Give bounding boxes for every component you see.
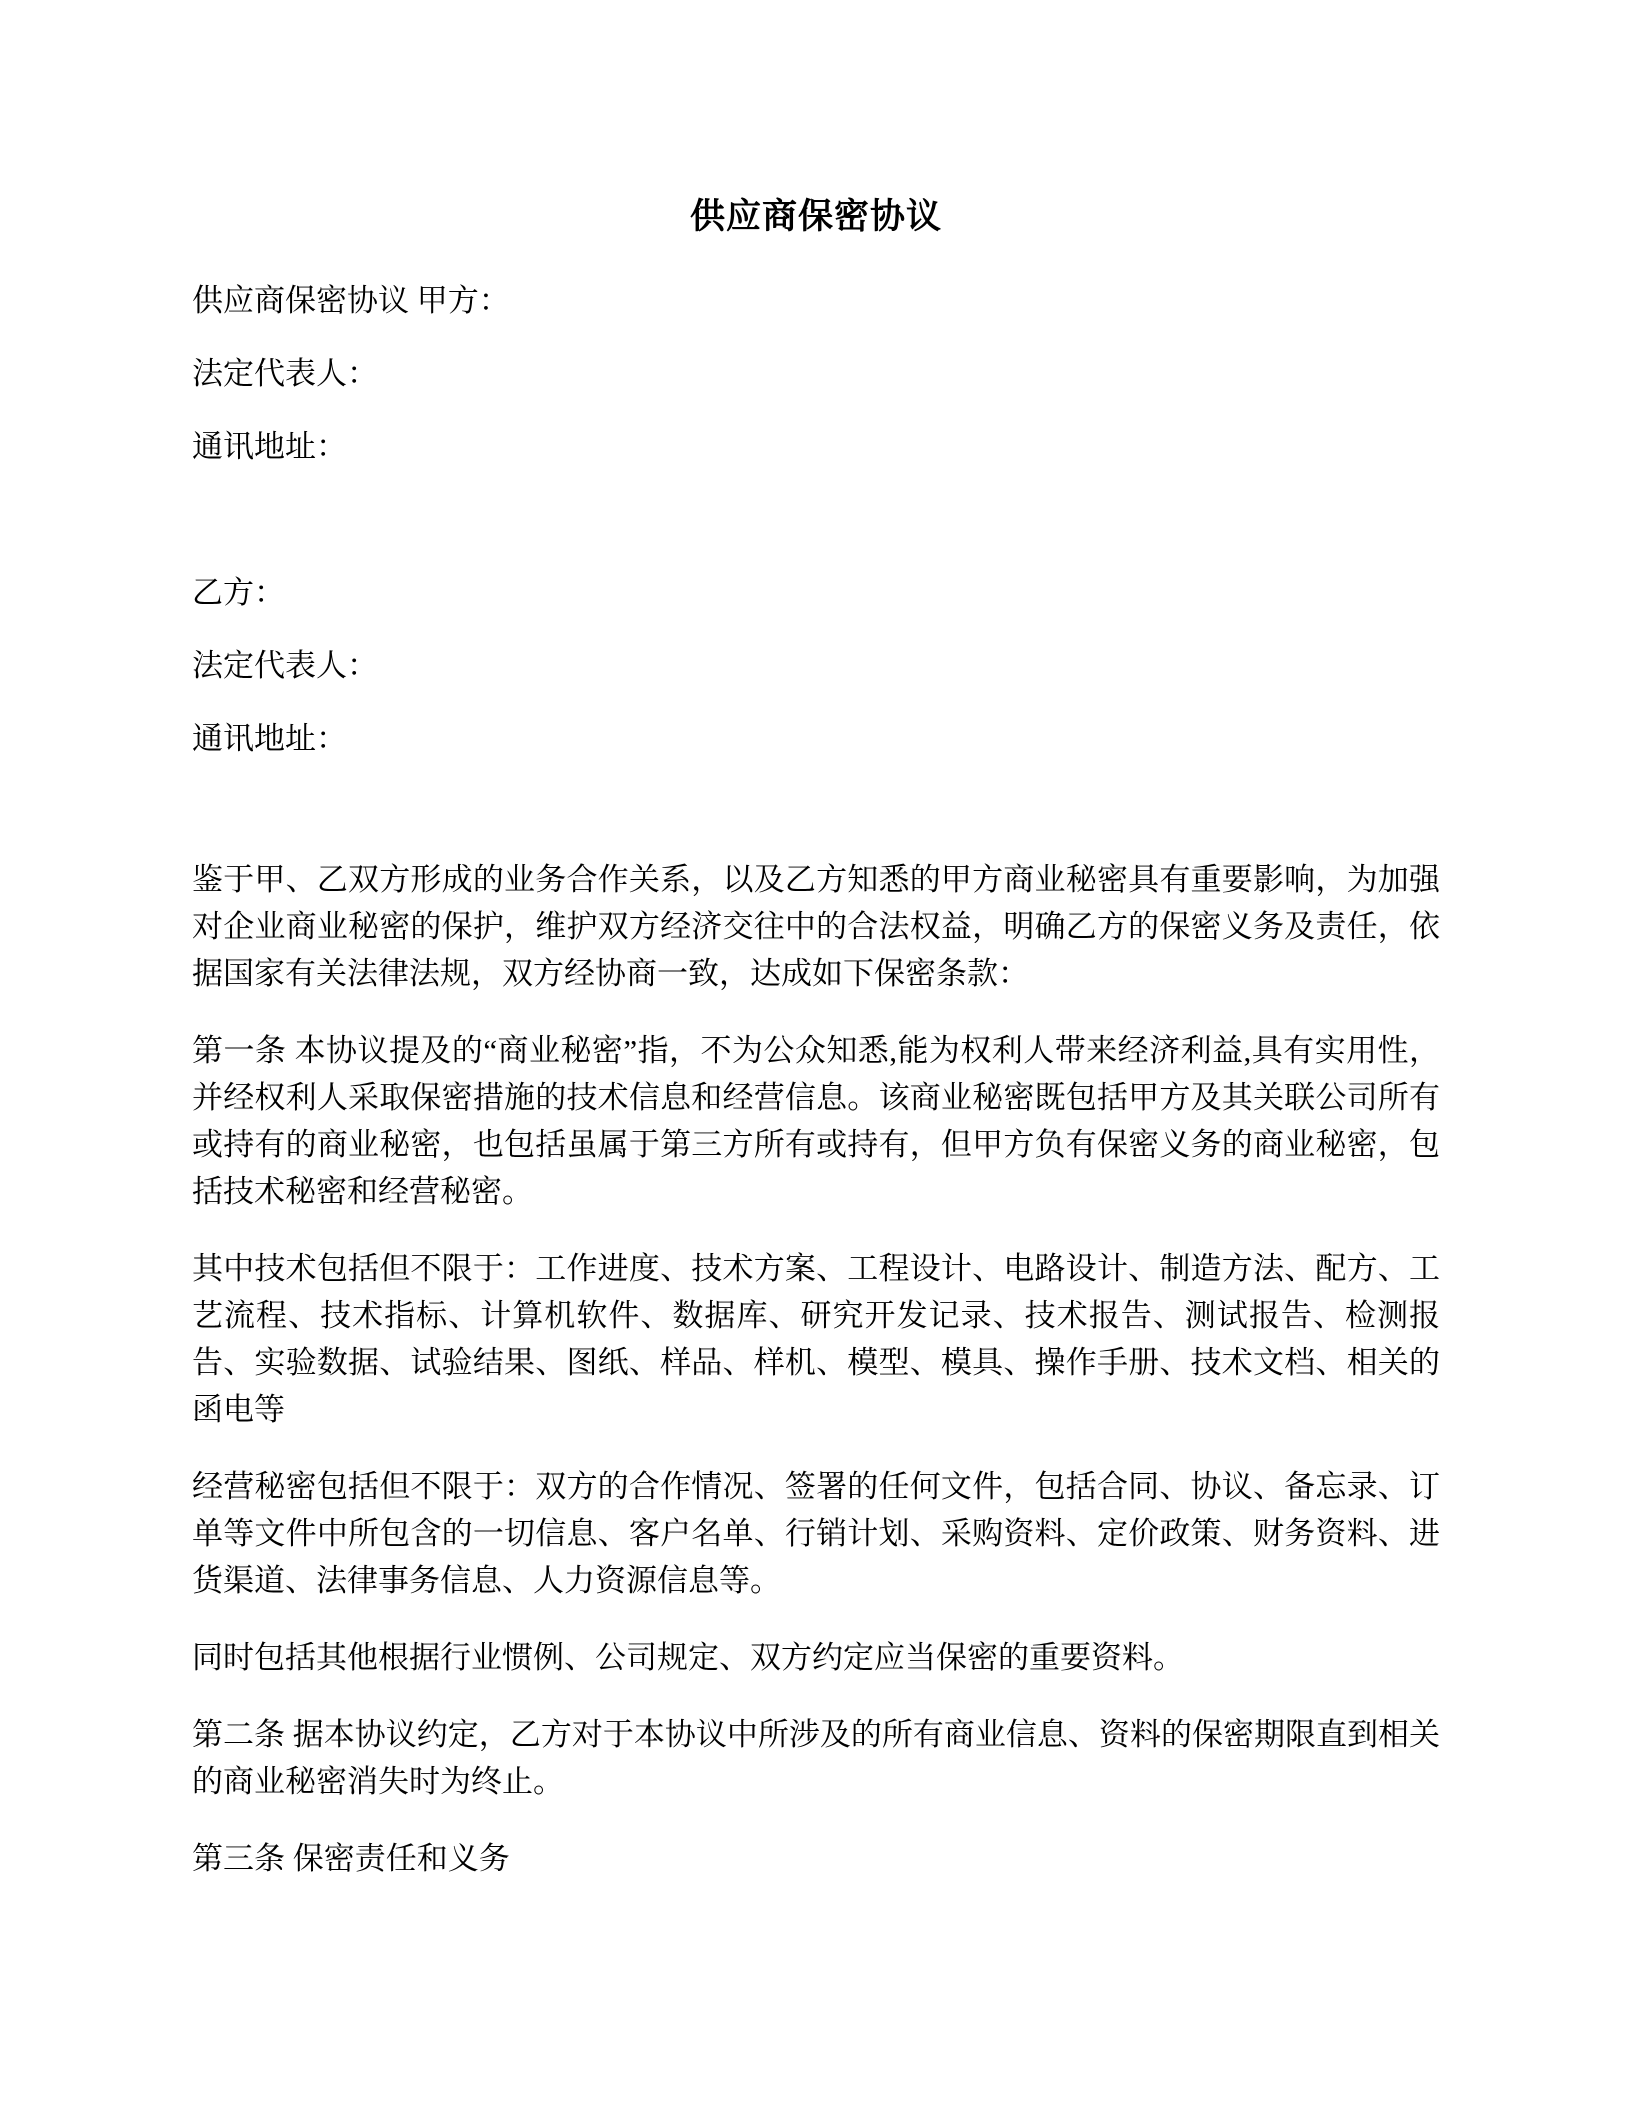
article-3-heading: 第三条 保密责任和义务 xyxy=(192,1840,510,1876)
technical-secrets-scope-paragraph: 其中技术包括但不限于：工作进度、技术方案、工程设计、电路设计、制造方法、配方、工艺流程、技术指标、计算机软件、数据库、研究开发记录、技术报告、测试报告、检测报告、实验数据、试验结果、图纸、样品、样机、模型、模具、操作手册、技术文档、相关的函电等 xyxy=(192,1250,1440,1427)
party-a-heading-line: 供应商保密协议 甲方： xyxy=(192,282,510,318)
party-b-heading-line: 乙方： xyxy=(192,574,285,610)
preamble-paragraph: 鉴于甲、乙双方形成的业务合作关系，以及乙方知悉的甲方商业秘密具有重要影响，为加强对企业商业秘密的保护，维护双方经济交往中的合法权益，明确乙方的保密义务及责任，依据国家有关法律法规，双方经协商一致，达成如下保密条款： xyxy=(192,861,1440,991)
party-b-legal-representative-label: 法定代表人： xyxy=(192,647,378,683)
business-secrets-scope-paragraph: 经营秘密包括但不限于：双方的合作情况、签署的任何文件，包括合同、协议、备忘录、订单等文件中所包含的一切信息、客户名单、行销计划、采购资料、定价政策、财务资料、进货渠道、法律事务信息、人力资源信息等。 xyxy=(192,1468,1440,1598)
blank-section xyxy=(192,788,1440,856)
article-1-paragraph: 第一条 本协议提及的“商业秘密”指，不为公众知悉,能为权利人带来经济利益,具有实用性，并经权利人采取保密措施的技术信息和经营信息。该商业秘密既包括甲方及其关联公司所有或持有的商业秘密，也包括虽属于第三方所有或持有，但甲方负有保密义务的商业秘密，包括技术秘密和经营秘密。 xyxy=(192,1032,1440,1209)
party-b-address-label: 通讯地址： xyxy=(192,720,347,756)
document-title: 供应商保密协议 xyxy=(689,197,942,236)
blank-line xyxy=(192,496,1440,569)
party-a-address-label: 通讯地址： xyxy=(192,428,347,464)
other-confidential-materials-paragraph: 同时包括其他根据行业惯例、公司规定、双方约定应当保密的重要资料。 xyxy=(192,1639,1184,1675)
article-2-paragraph: 第二条 据本协议约定，乙方对于本协议中所涉及的所有商业信息、资料的保密期限直到相关的商业秘密消失时为终止。 xyxy=(192,1716,1440,1799)
party-a-legal-representative-label: 法定代表人： xyxy=(192,355,378,391)
